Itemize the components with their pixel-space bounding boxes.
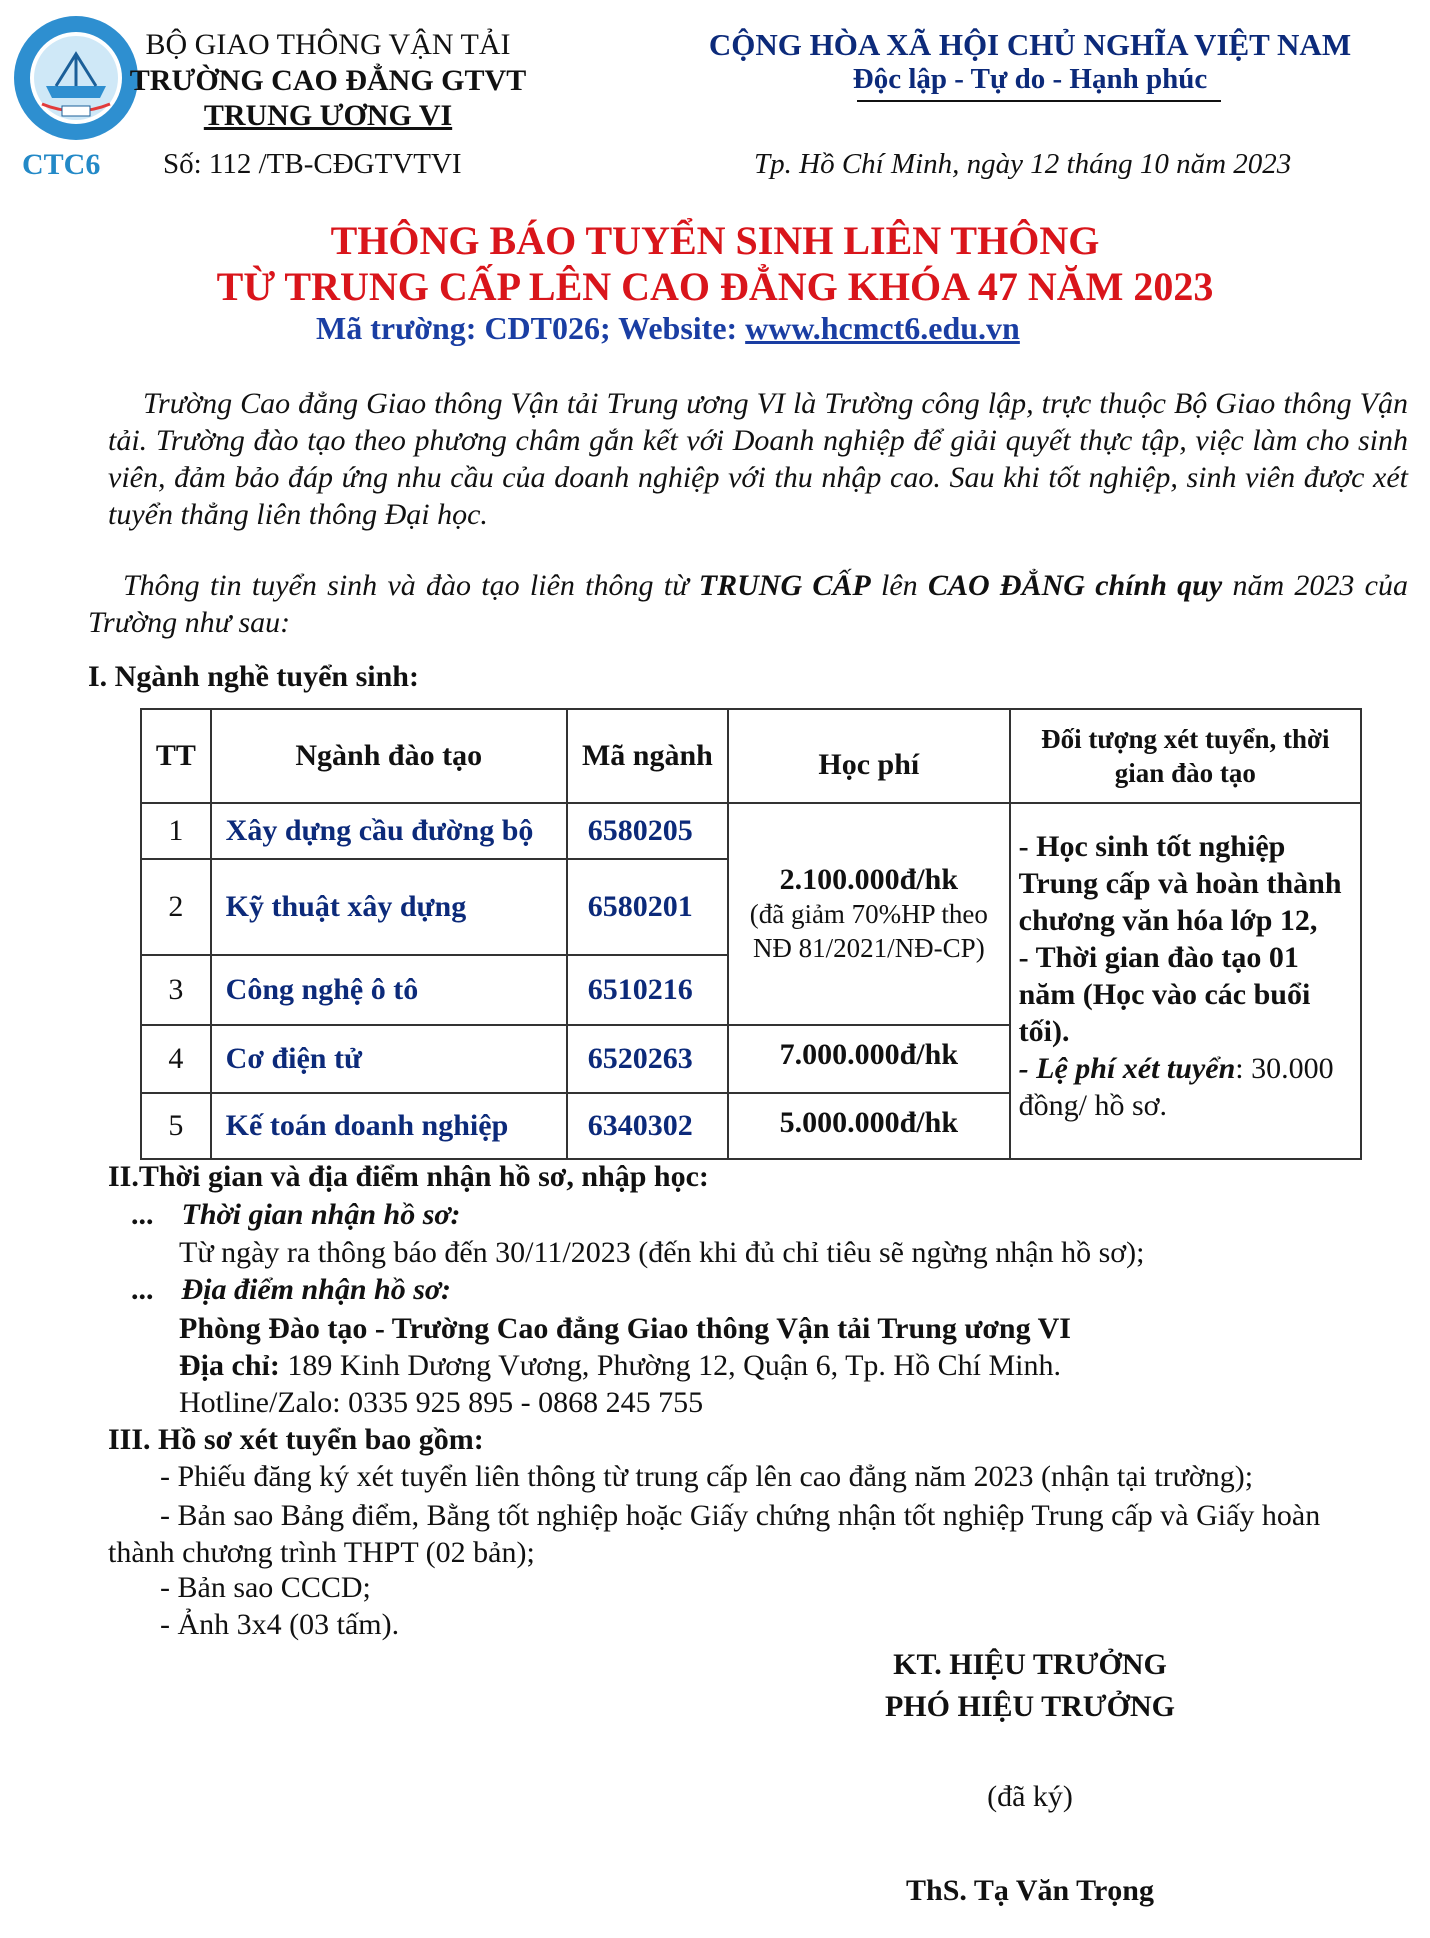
school-name-sub: TRUNG ƯƠNG VI	[203, 99, 453, 132]
row-program: Cơ điện tử	[211, 1025, 567, 1093]
signed-note: (đã ký)	[987, 1780, 1073, 1813]
document-date: Tp. Hồ Chí Minh, ngày 12 tháng 10 năm 2023	[754, 148, 1292, 180]
document-item: - Ảnh 3x4 (03 tấm).	[160, 1608, 400, 1641]
place-office: Phòng Đào tạo - Trường Cao đẳng Giao thông Vận tải Trung ương VI	[179, 1312, 1071, 1345]
target-fee-line	[1019, 1050, 1352, 1124]
motto-underline	[857, 100, 1221, 102]
row-tt: 5	[141, 1093, 211, 1159]
row-tt: 1	[141, 803, 211, 859]
header-code: Mã ngành	[567, 709, 728, 803]
address-line	[179, 1349, 1061, 1383]
time-label: Thời gian nhận hồ sơ:	[181, 1198, 461, 1231]
address-label: Địa chỉ:	[179, 1349, 280, 1382]
signature-title: KT. HIỆU TRƯỞNG	[893, 1648, 1167, 1681]
target-requirement: - Học sinh tốt nghiệp Trung cấp và hoàn thành chương văn hóa lớp 12,	[1018, 830, 1342, 937]
fee-group-cell	[728, 803, 1010, 1025]
signer-name: ThS. Tạ Văn Trọng	[906, 1874, 1154, 1907]
row-tt: 2	[141, 859, 211, 955]
document-item: - Bản sao CCCD;	[160, 1571, 371, 1604]
section1-heading: I. Ngành nghề tuyển sinh:	[88, 660, 419, 693]
header-program: Ngành đào tạo	[211, 709, 567, 803]
place-label: Địa điểm nhận hồ sơ:	[181, 1273, 451, 1306]
website-link[interactable]: www.hcmct6.edu.vn	[745, 310, 1020, 346]
target-cell	[1010, 803, 1361, 1159]
target-fee-label: - Lệ phí xét tuyển	[1018, 1052, 1236, 1085]
row-code: 6520263	[567, 1025, 728, 1093]
info-text-c: lên	[870, 569, 928, 602]
row-program: Công nghệ ô tô	[211, 955, 567, 1025]
programs-table	[140, 708, 1362, 1160]
bullet: ...	[131, 1273, 154, 1306]
row-code: 6510216	[567, 955, 728, 1025]
row-code: 6580205	[567, 803, 728, 859]
target-fee-value: : 30.000 đồng/ hồ sơ.	[1018, 1052, 1334, 1122]
school-short-code: CTC6	[22, 148, 101, 181]
row-code: 6580201	[567, 859, 728, 955]
row-fee: 5.000.000đ/hk	[728, 1093, 1010, 1159]
info-text-d: CAO ĐẲNG chính quy	[927, 569, 1223, 602]
notice-title-line2: TỪ TRUNG CẤP LÊN CAO ĐẲNG KHÓA 47 NĂM 2023	[216, 264, 1214, 309]
row-program: Kỹ thuật xây dựng	[211, 859, 567, 955]
row-code: 6340302	[567, 1093, 728, 1159]
section3-heading: III. Hồ sơ xét tuyển bao gồm:	[108, 1423, 484, 1456]
school-code: Mã trường: CDT026; Website:	[316, 310, 746, 346]
school-code-line	[316, 310, 1020, 347]
document-item: - Phiếu đăng ký xét tuyển liên thông từ trung cấp lên cao đẳng năm 2023 (nhận tại trường);	[160, 1460, 1254, 1493]
signature-role: PHÓ HIỆU TRƯỞNG	[884, 1690, 1176, 1723]
bullet: ...	[131, 1198, 154, 1231]
row-program: Xây dựng cầu đường bộ	[211, 803, 567, 859]
time-value: Từ ngày ra thông báo đến 30/11/2023 (đến khi đủ chỉ tiêu sẽ ngừng nhận hồ sơ);	[179, 1236, 1145, 1269]
address-value: 189 Kinh Dương Vương, Phường 12, Quận 6, Tp. Hồ Chí Minh.	[279, 1349, 1061, 1382]
info-text-b: TRUNG CẤP	[698, 569, 871, 602]
row-program: Kế toán doanh nghiệp	[211, 1093, 567, 1159]
section2-heading: II.Thời gian và địa điểm nhận hồ sơ, nhập học:	[108, 1160, 709, 1193]
row-tt: 3	[141, 955, 211, 1025]
notice-title-line1: THÔNG BÁO TUYỂN SINH LIÊN THÔNG	[330, 218, 1100, 263]
info-text-e: năm 2023 của Trường như sau:	[88, 569, 1408, 639]
ministry-name: BỘ GIAO THÔNG VẬN TẢI	[145, 28, 511, 61]
fee-group: 2.100.000đ/hk	[779, 863, 959, 896]
row-fee: 7.000.000đ/hk	[728, 1025, 1010, 1093]
intro-paragraph: Trường Cao đẳng Giao thông Vận tải Trung ương VI là Trường công lập, trực thuộc Bộ Giao thông Vận tải. Trường đào tạo theo phương châm gắn kết với Doanh nghiệp để giải quyết thực tập, việc làm cho sinh viên, đảm bảo đáp ứng nhu cầu của doanh nghiệp với thu nhập cao. Sau khi tốt nghiệp, sinh viên được xét tuyển thẳng liên thông Đại học.	[108, 387, 1408, 531]
school-name: TRƯỜNG CAO ĐẲNG GTVT	[129, 64, 527, 97]
nation-motto: Độc lập - Tự do - Hạnh phúc	[852, 63, 1208, 95]
header-fee: Học phí	[728, 709, 1010, 803]
header-target: Đối tượng xét tuyển, thời gian đào tạo	[1010, 709, 1361, 803]
header-tt: TT	[141, 709, 211, 803]
target-duration: - Thời gian đào tạo 01 năm (Học vào các buổi tối).	[1018, 941, 1311, 1048]
info-text-a: Thông tin tuyển sinh và đào tạo liên thông từ	[123, 569, 699, 602]
info-paragraph	[88, 567, 1408, 641]
place-label-line	[131, 1273, 451, 1307]
document-item: - Bản sao Bảng điểm, Bằng tốt nghiệp hoặc Giấy chứng nhận tốt nghiệp Trung cấp và Giấy hoàn thành chương trình THPT (02 bản);	[108, 1499, 1321, 1569]
nation-title: CỘNG HÒA XÃ HỘI CHỦ NGHĨA VIỆT NAM	[708, 27, 1352, 62]
row-tt: 4	[141, 1025, 211, 1093]
time-label-line	[131, 1198, 460, 1232]
document-number: Số: 112 /TB-CĐGTVTVI	[163, 148, 462, 180]
table-header-row	[141, 709, 1361, 803]
fee-group-note: (đã giảm 70%HP theo NĐ 81/2021/NĐ-CP)	[749, 899, 988, 963]
hotline: Hotline/Zalo: 0335 925 895 - 0868 245 755	[179, 1386, 704, 1419]
target-text	[1019, 804, 1352, 1124]
table-row	[141, 803, 1361, 859]
